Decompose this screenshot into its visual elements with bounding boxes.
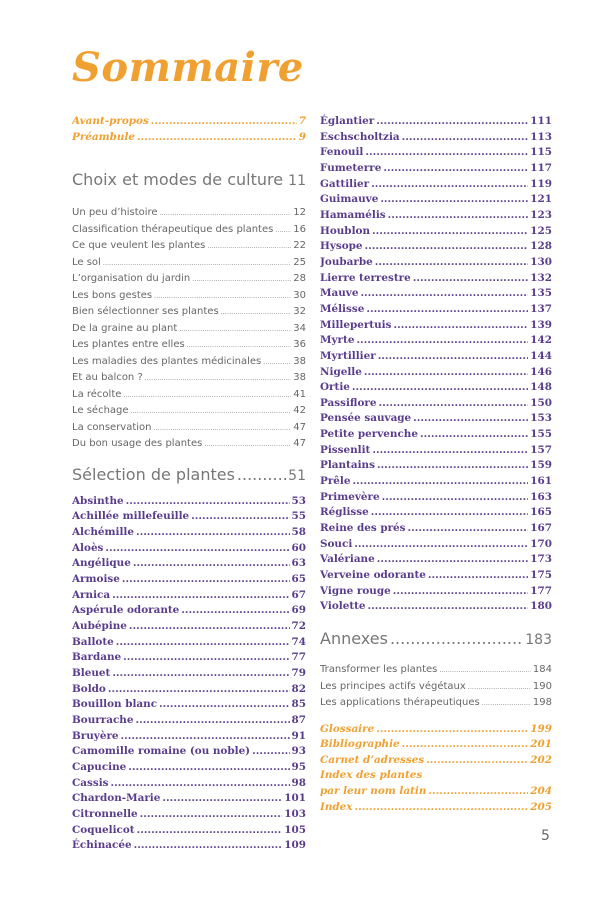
toc-entry[interactable]: Mauve ..... 135 (320, 286, 552, 302)
toc-entry[interactable]: De la graine au plant ..... 34 (72, 321, 306, 338)
page-title: Sommaire (72, 44, 304, 91)
toc-entry[interactable]: Fumeterre ..... 117 (320, 161, 552, 177)
toc-entry[interactable]: Prêle ..... 161 (320, 474, 552, 490)
toc-entry[interactable]: Valériane ..... 173 (320, 552, 552, 568)
toc-entry[interactable]: Vigne rouge ..... 177 (320, 584, 552, 600)
toc-entry[interactable]: La conservation ..... 47 (72, 420, 306, 437)
toc-entry[interactable]: Lierre terrestre ..... 132 (320, 271, 552, 287)
toc-right-column (320, 114, 552, 815)
toc-entry[interactable]: Joubarbe ..... 130 (320, 255, 552, 271)
toc-entry[interactable]: Ortie ..... 148 (320, 380, 552, 396)
toc-entry[interactable]: Églantier ..... 111 (320, 114, 552, 130)
toc-entry[interactable]: Les bons gestes ..... 30 (72, 288, 306, 305)
toc-entry[interactable]: Réglisse ..... 165 (320, 505, 552, 521)
toc-entry[interactable]: Houblon ..... 125 (320, 224, 552, 240)
toc-entry[interactable]: Primevère ..... 163 (320, 490, 552, 506)
back-matter-list (320, 722, 552, 816)
toc-entry[interactable]: Camomille romaine (ou noble) ..... 93 (72, 744, 306, 760)
toc-entry[interactable]: Coquelicot ..... 105 (72, 823, 306, 839)
toc-entry[interactable]: Échinacée ..... 109 (72, 838, 306, 854)
toc-entry[interactable]: Achillée millefeuille ..... 55 (72, 509, 306, 525)
toc-entry[interactable]: Bleuet ..... 79 (72, 666, 306, 682)
toc-entry[interactable]: Bourrache ..... 87 (72, 713, 306, 729)
toc-entry[interactable]: Arnica ..... 67 (72, 588, 306, 604)
toc-entry[interactable]: Bibliographie ..... 201 (320, 737, 552, 753)
toc-entry[interactable]: Hysope ..... 128 (320, 239, 552, 255)
toc-entry[interactable]: Angélique ..... 63 (72, 556, 306, 572)
page-number: 5 (541, 828, 550, 844)
section-1-list (72, 205, 306, 453)
toc-entry[interactable]: Bien sélectionner ses plantes ..... 32 (72, 304, 306, 321)
toc-left-column (72, 114, 306, 854)
plants-list-left (72, 494, 306, 854)
toc-entry[interactable]: Millepertuis ..... 139 (320, 318, 552, 334)
toc-entry[interactable]: Absinthe ..... 53 (72, 494, 306, 510)
toc-entry[interactable]: Myrtillier ..... 144 (320, 349, 552, 365)
toc-entry[interactable]: Ce que veulent les plantes ..... 22 (72, 238, 306, 255)
toc-entry[interactable]: Carnet d’adresses ..... 202 (320, 753, 552, 769)
toc-entry[interactable]: par leur nom latin ..... 204 (320, 784, 552, 800)
plants-list-right (320, 114, 552, 615)
toc-entry[interactable]: Le sol ..... 25 (72, 255, 306, 272)
toc-entry[interactable]: Violette ..... 180 (320, 599, 552, 615)
toc-entry[interactable]: La récolte ..... 41 (72, 387, 306, 404)
toc-entry[interactable]: Capucine ..... 95 (72, 760, 306, 776)
toc-entry[interactable]: Index des plantes (320, 769, 423, 782)
toc-entry[interactable]: Glossaire ..... 199 (320, 722, 552, 738)
toc-entry[interactable]: Eschscholtzia ..... 113 (320, 130, 552, 146)
toc-entry[interactable]: Gattilier ..... 119 (320, 177, 552, 193)
toc-entry[interactable]: Le séchage ..... 42 (72, 403, 306, 420)
toc-entry[interactable]: Du bon usage des plantes ..... 47 (72, 436, 306, 453)
toc-entry[interactable]: Nigelle ..... 146 (320, 365, 552, 381)
toc-entry[interactable]: Fenouil ..... 115 (320, 145, 552, 161)
section-heading[interactable]: Sélection de plantes ..... 51 (72, 465, 306, 486)
toc-entry[interactable]: Ballote ..... 74 (72, 635, 306, 651)
toc-entry[interactable]: Aloès ..... 60 (72, 541, 306, 557)
toc-entry[interactable]: Pensée sauvage ..... 153 (320, 411, 552, 427)
toc-entry[interactable]: Les maladies des plantes médicinales ..... 38 (72, 354, 306, 371)
toc-entry[interactable]: Les principes actifs végétaux ..... 190 (320, 679, 552, 696)
toc-entry[interactable]: Verveine odorante ..... 175 (320, 568, 552, 584)
toc-entry[interactable]: Cassis ..... 98 (72, 776, 306, 792)
toc-entry[interactable]: Aubépine ..... 72 (72, 619, 306, 635)
toc-entry[interactable]: Un peu d’histoire ..... 12 (72, 205, 306, 222)
toc-entry[interactable]: Index ..... 205 (320, 800, 552, 816)
toc-entry[interactable]: Guimauve ..... 121 (320, 192, 552, 208)
toc-entry[interactable]: Classification thérapeutique des plantes ..... 16 (72, 222, 306, 239)
toc-entry[interactable]: Alchémille ..... 58 (72, 525, 306, 541)
toc-entry[interactable]: Bardane ..... 77 (72, 650, 306, 666)
toc-entry[interactable]: Les applications thérapeutiques ..... 198 (320, 695, 552, 712)
toc-entry[interactable]: Plantains ..... 159 (320, 458, 552, 474)
toc-entry[interactable]: Bruyère ..... 91 (72, 729, 306, 745)
toc-entry[interactable]: Et au balcon ? ..... 38 (72, 370, 306, 387)
toc-entry[interactable]: Passiflore ..... 150 (320, 396, 552, 412)
section-heading[interactable]: Annexes ..... 183 (320, 629, 552, 650)
section-heading[interactable]: Choix et modes de culture ..... 11 (72, 170, 306, 191)
toc-entry[interactable]: Aspérule odorante ..... 69 (72, 603, 306, 619)
annexes-list (320, 662, 552, 712)
toc-entry[interactable]: Pissenlit ..... 157 (320, 443, 552, 459)
toc-entry[interactable]: Souci ..... 170 (320, 537, 552, 553)
toc-entry[interactable]: Myrte ..... 142 (320, 333, 552, 349)
toc-entry[interactable]: Mélisse ..... 137 (320, 302, 552, 318)
toc-entry[interactable]: Les plantes entre elles ..... 36 (72, 337, 306, 354)
toc-entry[interactable]: L’organisation du jardin ..... 28 (72, 271, 306, 288)
toc-entry[interactable]: Avant-propos ..... 7 (72, 114, 306, 130)
toc-entry[interactable]: Hamamélis ..... 123 (320, 208, 552, 224)
toc-entry[interactable]: Reine des prés ..... 167 (320, 521, 552, 537)
toc-entry[interactable]: Transformer les plantes ..... 184 (320, 662, 552, 679)
toc-entry[interactable]: Préambule ..... 9 (72, 130, 306, 146)
toc-entry[interactable]: Chardon-Marie ..... 101 (72, 791, 306, 807)
toc-entry[interactable]: Boldo ..... 82 (72, 682, 306, 698)
toc-entry[interactable]: Armoise ..... 65 (72, 572, 306, 588)
toc-entry[interactable]: Citronnelle ..... 103 (72, 807, 306, 823)
toc-entry[interactable]: Petite pervenche ..... 155 (320, 427, 552, 443)
toc-entry[interactable]: Bouillon blanc ..... 85 (72, 697, 306, 713)
